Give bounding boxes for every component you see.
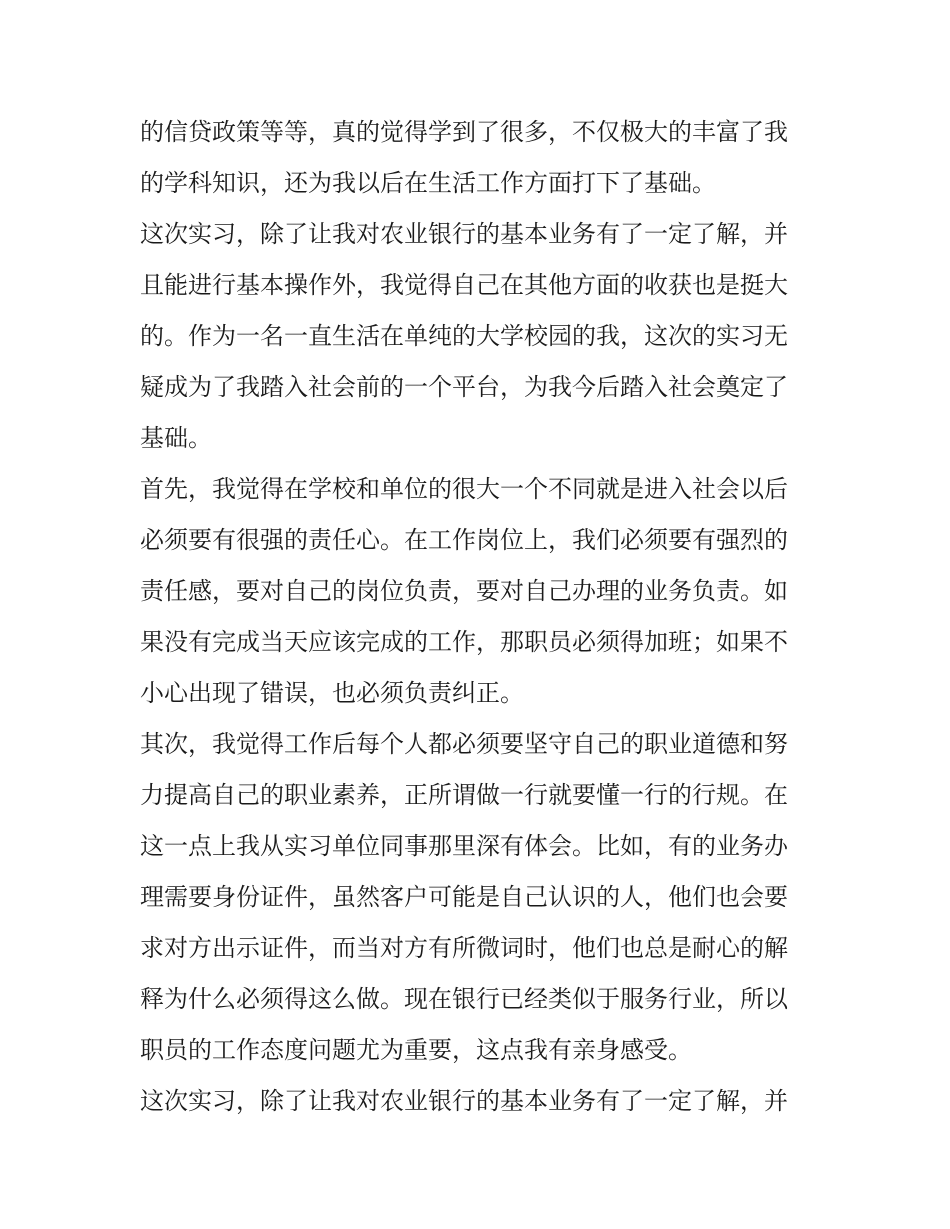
text-line: 果没有完成当天应该完成的工作，那职员必须得加班；如果不 (140, 628, 788, 656)
text-line: 职员的工作态度问题尤为重要，这点我有亲身感受。 (140, 1036, 692, 1064)
paragraph-5 (140, 1076, 820, 1127)
text-line: 疑成为了我踏入社会前的一个平台，为我今后踏入社会奠定了 (140, 373, 788, 401)
text-line: 力提高自己的职业素养，正所谓做一行就要懂一行的行规。在 (140, 781, 788, 809)
text-line: 责任感，要对自己的岗位负责，要对自己办理的业务负责。如 (140, 577, 788, 605)
text-line: 求对方出示证件，而当对方有所微词时，他们也总是耐心的解 (140, 934, 788, 962)
text-line: 其次，我觉得工作后每个人都必须要坚守自己的职业道德和努 (140, 730, 788, 758)
text-line: 必须要有很强的责任心。在工作岗位上，我们必须要有强烈的 (140, 526, 788, 554)
text-line: 小心出现了错误，也必须负责纠正。 (140, 679, 524, 707)
text-line: 理需要身份证件，虽然客户可能是自己认识的人，他们也会要 (140, 883, 788, 911)
paragraph-4 (140, 719, 820, 1076)
text-line: 且能进行基本操作外，我觉得自己在其他方面的收获也是挺大 (140, 271, 788, 299)
text-line: 的。作为一名一直生活在单纯的大学校园的我，这次的实习无 (140, 322, 788, 350)
body-text (140, 107, 820, 1127)
text-line: 基础。 (140, 424, 212, 452)
text-line: 这一点上我从实习单位同事那里深有体会。比如，有的业务办 (140, 832, 788, 860)
paragraph-3 (140, 464, 820, 719)
paragraph-1 (140, 107, 820, 209)
text-line: 这次实习，除了让我对农业银行的基本业务有了一定了解，并 (140, 1087, 788, 1115)
text-line: 首先，我觉得在学校和单位的很大一个不同就是进入社会以后 (140, 475, 788, 503)
text-line: 释为什么必须得这么做。现在银行已经类似于服务行业，所以 (140, 985, 788, 1013)
text-line: 的学科知识，还为我以后在生活工作方面打下了基础。 (140, 169, 716, 197)
text-line: 这次实习，除了让我对农业银行的基本业务有了一定了解，并 (140, 220, 788, 248)
paragraph-2 (140, 209, 820, 464)
text-line: 的信贷政策等等，真的觉得学到了很多，不仅极大的丰富了我 (140, 118, 788, 146)
